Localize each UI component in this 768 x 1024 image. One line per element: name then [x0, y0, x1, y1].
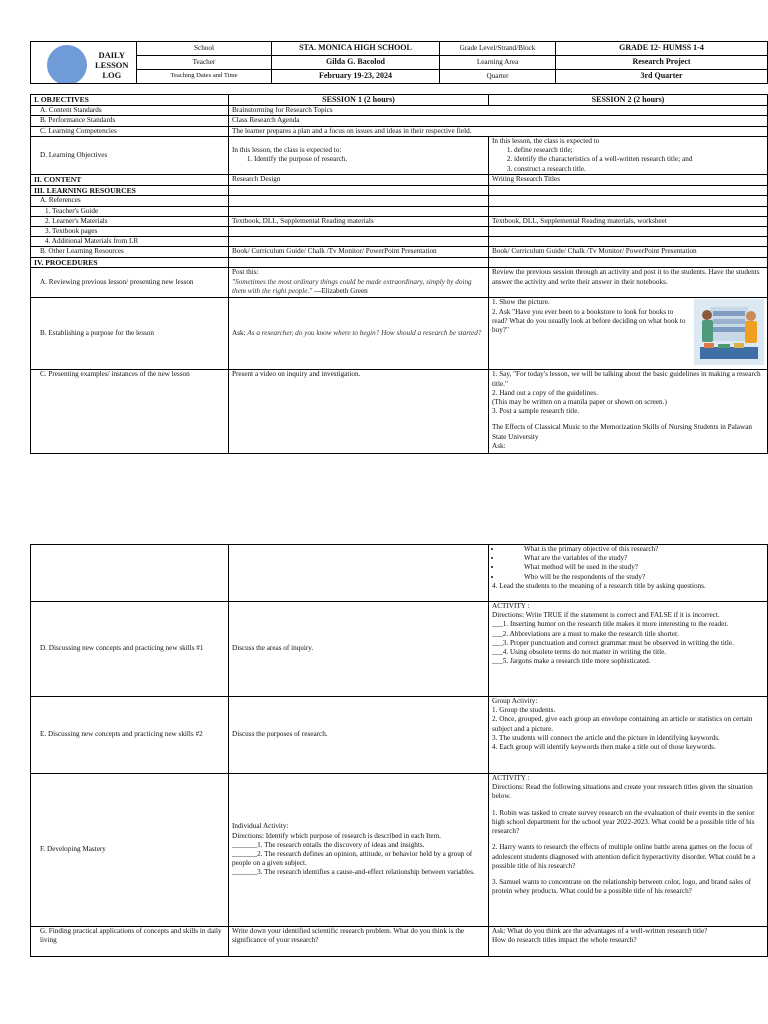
content-s1: Research Design: [229, 174, 489, 185]
content-s2: Writing Research Titles: [489, 174, 768, 185]
s1-objective-item: 1. Identify the purpose of research.: [254, 155, 485, 164]
proc-d-s1: Discuss the areas of inquiry.: [229, 602, 489, 697]
content-standards-label: A. Content Standards: [31, 106, 229, 116]
learning-competencies: The learner prepares a plan and a focus on issues and ideas in their respective field.: [229, 126, 768, 136]
s2-objective-item: 2. identify the characteristics of a well-written research title; and: [514, 155, 764, 164]
performance-standards: Class Research Agenda: [229, 116, 768, 126]
proc-e-s2: Group Activity: 1. Group the students. 2. Once, grouped, give each group an envelope containing an article or statistics on certain subject and a picture. 3. The students will connect the article and the picture in identifying keywords. 4. Each group will identify keywords then make a title out of those keywords.: [489, 697, 768, 774]
quarter-label: Quarter: [440, 70, 556, 84]
other-resources-s1: Book/ Curriculum Guide/ Chalk /Tv Monitor/ PowerPoint Presentation: [229, 247, 489, 257]
question-item: • What is the primary objective of this research?: [502, 545, 764, 554]
dll-title: DAILY LESSON LOG: [95, 50, 129, 80]
session1-heading: SESSION 1 (2 hours): [229, 95, 489, 106]
proc-d-s2: ACTIVITY : Directions: Write TRUE if the statement is correct and FALSE if it is incorrect. ___1. Inserting humor on the research title makes it more interesting to the reader. ___2. Abbreviations are a must to make the research title shorter. ___3. Proper punctuation and correct grammar must be observed in writing the title. ___4. Using obsolete terms do not matter in writing the title. ___5. Jargons make a research title more sophisticated.: [489, 602, 768, 697]
proc-c-s2-continued: • What is the primary objective of this research? • What are the variables of the study? • What method will be used in the study? • Who will be the respondents of the study? 4. Lead the students to the meaning of a research title by asking questions.: [489, 545, 768, 602]
dates-label: Teaching Dates and Time: [137, 70, 272, 84]
lesson-table-2: [30, 544, 768, 957]
grade-value: GRADE 12- HUMSS 1-4: [556, 42, 768, 56]
learners-materials-s1: Textbook, DLL, Supplemental Reading materials: [229, 216, 489, 226]
bookstore-picture: [694, 299, 764, 365]
logo-cell: [31, 42, 137, 84]
proc-f-s2: ACTIVITY : Directions: Read the following situations and create your research titles given the situation below. 1. Robin was tasked to create survey research on the evaluation of their events in the senior high school department for the school year 2022-2023. What could be a possible title of his research? 2. Harry wants to research the effects of multiple online battle arena games on the focus of adolescent students diagnosed with attention deficit hyperactivity disorder. What could be a possible title of his research? 3. Samuel wants to concentrate on the relationship between color, logo, and brand sales of protein whey products. What could be a possible title of his research?: [489, 774, 768, 927]
proc-c-s2: 1. Say, "For today's lesson, we will be talking about the basic guidelines in making a research title." 2. Hand out a copy of the guidelines. (This may be written on a manila paper or shown on screen.) 3. Post a sample research title. The Effects of Classical Music to the Memorization Skills of Nursing Students in Palawan State University Ask:: [489, 370, 768, 454]
proc-b-s2: 1. Show the picture. 2. Ask "Have you ever been to a bookstore to look for books to read? What do you usually look at before deciding on what book to buy?": [489, 298, 768, 370]
s2-objective-item: 3. construct a research title.: [514, 165, 764, 174]
school-label: School: [137, 42, 272, 56]
proc-g-label: G. Finding practical applications of concepts and skills in daily living: [31, 927, 229, 957]
question-item: • Who will be the respondents of the study?: [502, 573, 764, 582]
teacher-value: Gilda G. Bacolod: [272, 56, 440, 70]
proc-a-s1: Post this: "Sometimes the most ordinary things could be made extraordinary, simply by doing them with the right people." ---Elizabeth Green: [229, 268, 489, 298]
proc-b-label: B. Establishing a purpose for the lesson: [31, 298, 229, 370]
question-item: • What method will be used in the study?: [502, 563, 764, 572]
textbook-pages-label: 3. Textbook pages: [31, 226, 229, 236]
page-1: [30, 41, 768, 454]
content-heading: II. CONTENT: [31, 174, 229, 185]
page-2: [30, 544, 768, 957]
dates-value: February 19-23, 2024: [272, 70, 440, 84]
references-label: A. References: [31, 196, 229, 206]
proc-c-label: C. Presenting examples/ instances of the new lesson: [31, 370, 229, 454]
school-logo: [47, 45, 87, 84]
proc-d-label: D. Discussing new concepts and practicing new skills #1: [31, 602, 229, 697]
grade-label: Grade Level/Strand/Block: [440, 42, 556, 56]
other-resources-label: B. Other Learning Resources: [31, 247, 229, 257]
proc-f-s1: Individual Activity: Directions: Identify which purpose of research is described in each Item. _______1. The research entails the discovery of ideas and insights. _______2. The research defines an opinion, attitude, or behavior held by a group of people on a given subject. _______3. The research identifies a cause-and-effect relationship between variables.: [229, 774, 489, 927]
area-label: Learning Area: [440, 56, 556, 70]
lesson-table-1: [30, 94, 768, 454]
quote-text: "Sometimes the most ordinary things could be made extraordinary, simply by doing them with the right people.": [232, 277, 472, 295]
quote-author: ---Elizabeth Green: [312, 286, 368, 295]
other-resources-s2: Book/ Curriculum Guide/ Chalk /Tv Monitor/ PowerPoint Presentation: [489, 247, 768, 257]
learners-materials-label: 2. Learner's Materials: [31, 216, 229, 226]
proc-b-s1: Ask: As a researcher, do you know where to begin? How should a research be started?: [229, 298, 489, 370]
content-standards: Brainstorming for Research Topics: [229, 106, 768, 116]
learning-objectives-label: D. Learning Objectives: [31, 136, 229, 174]
s2-objective-item: 1. define research title;: [514, 146, 764, 155]
resources-heading: III. LEARNING RESOURCES: [31, 185, 229, 196]
proc-f-label: F. Developing Mastery: [31, 774, 229, 927]
s2-objectives: In this lesson, the class is expected to 1. define research title; 2. identify the characteristics of a well-written research title; and 3. construct a research title.: [489, 136, 768, 174]
proc-e-label: E. Discussing new concepts and practicing new skills #2: [31, 697, 229, 774]
proc-a-s2: Review the previous session through an activity and post it to the students. Have the students answer the activity and write their answer in their notebooks.: [489, 268, 768, 298]
proc-e-s1: Discuss the purposes of research.: [229, 697, 489, 774]
header-table: [30, 41, 768, 84]
performance-label: B. Performance Standards: [31, 116, 229, 126]
proc-g-s2: Ask: What do you think are the advantages of a well-written research title? How do research titles impact the whole research?: [489, 927, 768, 957]
area-value: Research Project: [556, 56, 768, 70]
s1-objectives: In this lesson, the class is expected to: 1. Identify the purpose of research.: [229, 136, 489, 174]
competencies-label: C. Learning Competencies: [31, 126, 229, 136]
quarter-value: 3rd Quarter: [556, 70, 768, 84]
proc-a-label: A. Reviewing previous lesson/ presenting new lesson: [31, 268, 229, 298]
school-value: STA. MONICA HIGH SCHOOL: [272, 42, 440, 56]
learners-materials-s2: Textbook, DLL, Supplemental Reading materials, worksheet: [489, 216, 768, 226]
objectives-heading: I. OBJECTIVES: [31, 95, 229, 106]
proc-c-s1: Present a video on inquiry and investigation.: [229, 370, 489, 454]
teachers-guide-label: 1. Teacher's Guide: [31, 206, 229, 216]
proc-g-s1: Write down your identified scientific research problem. What do you think is the significance of your research?: [229, 927, 489, 957]
session2-heading: SESSION 2 (2 hours): [489, 95, 768, 106]
additional-materials-label: 4. Additional Materials from LR: [31, 237, 229, 247]
procedures-heading: IV. PROCEDURES: [31, 257, 229, 268]
question-item: • What are the variables of the study?: [502, 554, 764, 563]
teacher-label: Teacher: [137, 56, 272, 70]
